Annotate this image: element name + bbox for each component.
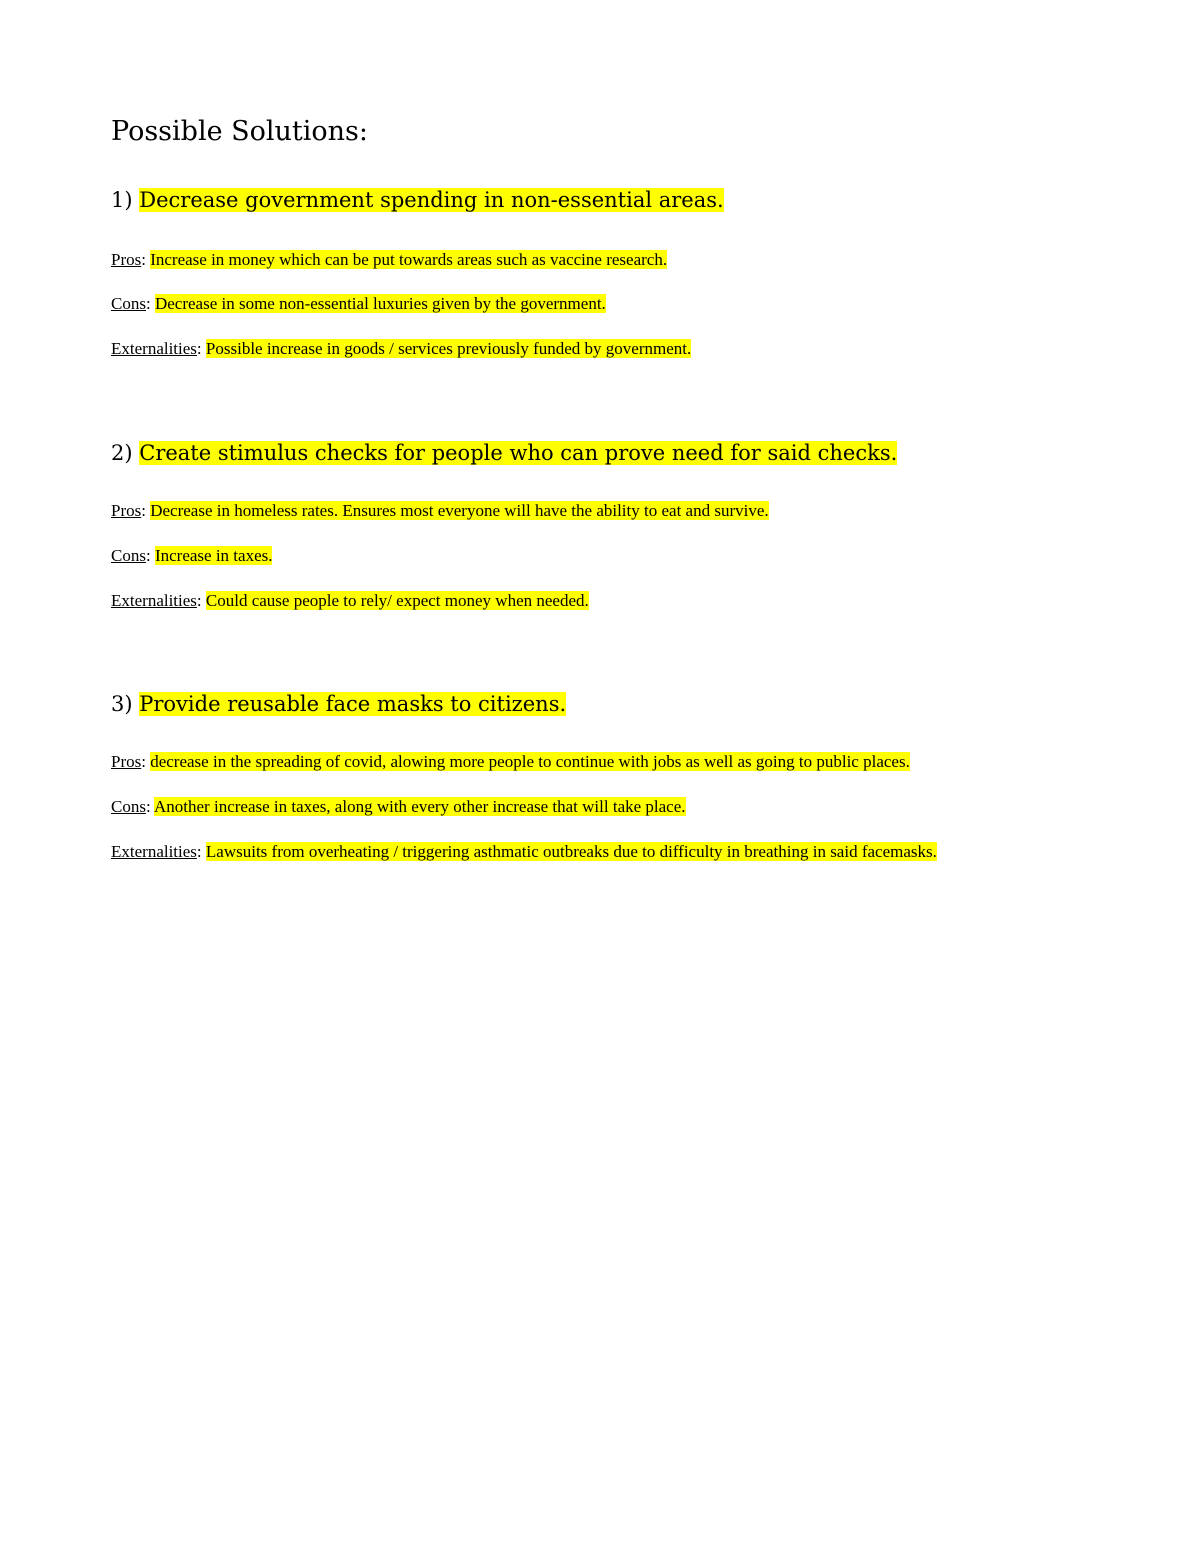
pros-label: Pros — [111, 752, 142, 771]
externalities-text: Could cause people to rely/ expect money when needed. — [205, 591, 589, 610]
solution-1-number: 1) — [111, 188, 133, 212]
externalities-text: Lawsuits from overheating / triggering asthmatic outbreaks due to difficulty in breathing in said facemasks. — [205, 842, 937, 861]
solution-3-heading — [111, 689, 566, 719]
cons-text: Another increase in taxes, along with every other increase that will take place. — [154, 797, 686, 816]
solution-2-externalities: Externalities: Could cause people to rely/ expect money when needed. — [111, 591, 589, 610]
pros-text: Decrease in homeless rates. Ensures most everyone will have the ability to eat and survive. — [150, 501, 769, 520]
solution-1-externalities: Externalities: Possible increase in goods / services previously funded by government. — [111, 339, 692, 358]
solution-3-cons: Cons: Another increase in taxes, along with every other increase that will take place. — [111, 797, 686, 816]
solution-3-pros: Pros: decrease in the spreading of covid, alowing more people to continue with jobs as well as going to public places. — [111, 752, 910, 771]
solution-2-cons: Cons: Increase in taxes. — [111, 546, 273, 565]
cons-label: Cons — [111, 294, 146, 313]
solution-2-heading — [111, 438, 897, 468]
pros-text: Increase in money which can be put towards areas such as vaccine research. — [150, 250, 668, 269]
solution-2-title: Create stimulus checks for people who can prove need for said checks. — [139, 441, 898, 465]
solution-3-externalities: Externalities: Lawsuits from overheating / triggering asthmatic outbreaks due to difficulty in breathing in said facemasks. — [111, 842, 937, 861]
solution-2-number: 2) — [111, 441, 133, 465]
pros-text: decrease in the spreading of covid, alowing more people to continue with jobs as well as going to public places. — [150, 752, 910, 771]
cons-text: Decrease in some non-essential luxuries given by the government. — [154, 294, 606, 313]
externalities-label: Externalities — [111, 591, 197, 610]
pros-label: Pros — [111, 501, 142, 520]
solution-2-pros: Pros: Decrease in homeless rates. Ensures most everyone will have the ability to eat and survive. — [111, 501, 769, 520]
solution-3-title: Provide reusable face masks to citizens. — [139, 692, 567, 716]
externalities-label: Externalities — [111, 842, 197, 861]
externalities-text: Possible increase in goods / services previously funded by government. — [205, 339, 692, 358]
pros-label: Pros — [111, 250, 142, 269]
solution-1-title: Decrease government spending in non-essential areas. — [139, 188, 724, 212]
solution-3-number: 3) — [111, 692, 133, 716]
externalities-label: Externalities — [111, 339, 197, 358]
page-title: Possible Solutions: — [111, 116, 369, 147]
solution-1-heading — [111, 185, 724, 215]
solution-1-pros: Pros: Increase in money which can be put towards areas such as vaccine research. — [111, 250, 668, 269]
solution-1-cons: Cons: Decrease in some non-essential luxuries given by the government. — [111, 294, 606, 313]
cons-label: Cons — [111, 546, 146, 565]
cons-label: Cons — [111, 797, 146, 816]
cons-text: Increase in taxes. — [154, 546, 273, 565]
